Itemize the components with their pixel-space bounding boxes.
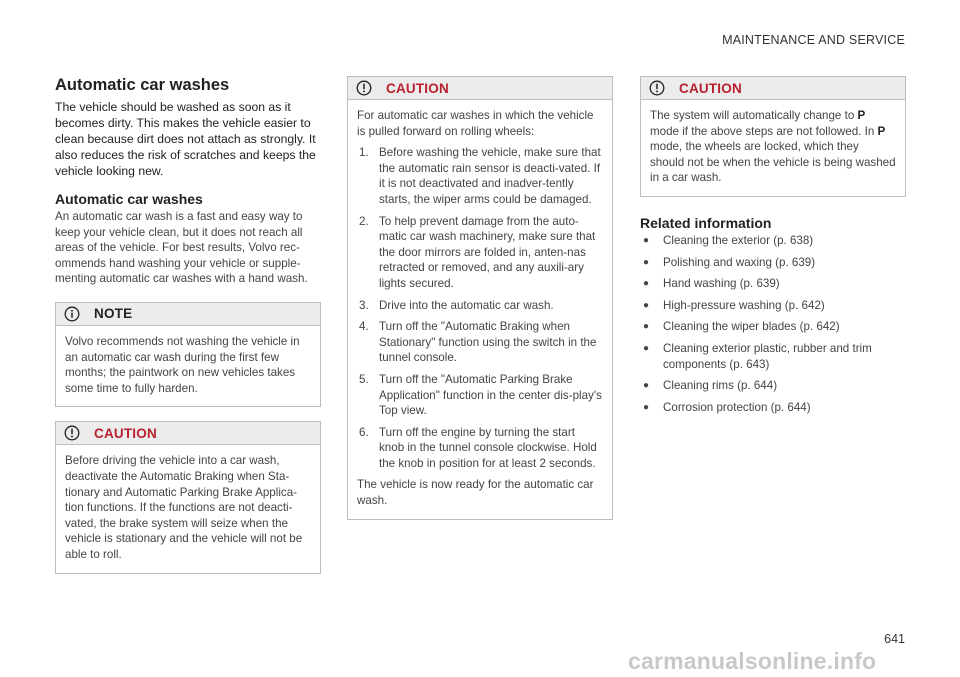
section-paragraph: An automatic car wash is a fast and easy way to keep your vehicle clean, but it does not reach all areas of the vehicle. For best results, Volvo rec-ommends hand washing your vehicle or supple-menting automatic car washes with a hand wash. [55, 210, 308, 286]
watermark: carmanualsonline.info [628, 648, 877, 674]
section-heading: Automatic car washes [55, 191, 203, 207]
note-box-header [56, 303, 320, 326]
steps-list [357, 145, 603, 471]
column-right [640, 76, 906, 421]
caution-outro: The vehicle is now ready for the automatic car wash. [357, 478, 594, 508]
list-item: 2. To help prevent damage from the auto-matic car wash machinery, make sure that the door mirrors are folded in, anten-nas retracted or removed, and any auxili-ary lights secured. [359, 214, 596, 290]
caution-text: The system will automatically change to P mode if the above steps are not followed. In P mode, the wheels are locked, which they should not be when the vehicle is being washed in a car wash. [650, 109, 896, 185]
list-item: 1. Before washing the vehicle, make sure that the automatic rain sensor is deacti-vated. If it is not deactivated and inadver-tently starts, the wiper arms could be damaged. [359, 146, 601, 206]
page-number: 641 [884, 632, 905, 646]
bullet-icon: ● [643, 342, 650, 354]
note-box [55, 302, 321, 407]
bullet-icon: ● [643, 299, 650, 311]
list-item: 5. Turn off the "Automatic Parking Brake Application" function in the center dis-play's Top view. [359, 372, 602, 418]
bullet-icon: ● [643, 278, 650, 290]
column-middle [347, 76, 613, 534]
related-link[interactable]: ● Corrosion protection (p. 644) [640, 400, 906, 416]
exclamation-icon [64, 425, 80, 441]
caution-label: CAUTION [679, 80, 742, 96]
bullet-icon: ● [643, 256, 650, 268]
caution-label: CAUTION [386, 80, 449, 96]
exclamation-icon [649, 80, 665, 96]
running-header: MAINTENANCE AND SERVICE [722, 33, 905, 47]
caution-intro: For automatic car washes in which the vehicle is pulled forward on rolling wheels: [357, 109, 594, 138]
exclamation-icon [356, 80, 372, 96]
bullet-icon: ● [643, 234, 650, 246]
gear-mode-p: P [877, 124, 886, 138]
related-link[interactable]: ● Hand washing (p. 639) [640, 276, 906, 292]
list-item: 3. Drive into the automatic car wash. [359, 298, 554, 312]
caution-box [55, 421, 321, 573]
note-text: Volvo recommends not washing the vehicle in an automatic car wash during the first few months; the paintwork on new vehicles takes some time to fully harden. [65, 334, 300, 395]
related-link[interactable]: ● Cleaning exterior plastic, rubber and trim components (p. 643) [640, 341, 906, 372]
column-left [55, 76, 321, 588]
info-icon [64, 306, 80, 322]
related-link[interactable]: ● Polishing and waxing (p. 639) [640, 255, 906, 271]
bullet-icon: ● [643, 321, 650, 333]
related-list [640, 233, 906, 415]
gear-mode-p: P [857, 109, 866, 122]
related-link[interactable]: ● High-pressure washing (p. 642) [640, 298, 906, 314]
note-label: NOTE [94, 306, 133, 322]
related-link[interactable]: ● Cleaning the exterior (p. 638) [640, 233, 906, 249]
bullet-icon: ● [643, 380, 650, 392]
related-link[interactable]: ● Cleaning the wiper blades (p. 642) [640, 319, 906, 335]
related-link[interactable]: ● Cleaning rims (p. 644) [640, 378, 906, 394]
caution-text: Before driving the vehicle into a car wash, deactivate the Automatic Braking when Sta-tionary and Automatic Parking Brake Applica-tion functions. If the functions are not deacti-vated, the brake system will seize when the vehicle is stationary and the vehicle will not be able to roll. [65, 454, 303, 561]
caution-box-header [641, 77, 905, 100]
caution-box-header [348, 77, 612, 100]
intro-paragraph: The vehicle should be washed as soon as it becomes dirty. This makes the vehicle easier to clean because dirt does not attach as strongly. It also reduces the risk of scratches and keeps the vehicle looking new. [55, 100, 316, 178]
caution-label: CAUTION [94, 425, 157, 441]
caution-box [640, 76, 906, 197]
caution-box-header [56, 422, 320, 445]
list-item: 6. Turn off the engine by turning the start knob in the tunnel console clockwise. Hold the knob in position for at least 2 seconds. [359, 425, 597, 470]
list-item: 4. Turn off the "Automatic Braking when Stationary" function using the switch in the tunnel console. [359, 320, 597, 365]
related-heading: Related information [640, 214, 772, 231]
caution-box [347, 76, 613, 520]
page-title: Automatic car washes [55, 76, 230, 94]
bullet-icon: ● [643, 401, 650, 413]
